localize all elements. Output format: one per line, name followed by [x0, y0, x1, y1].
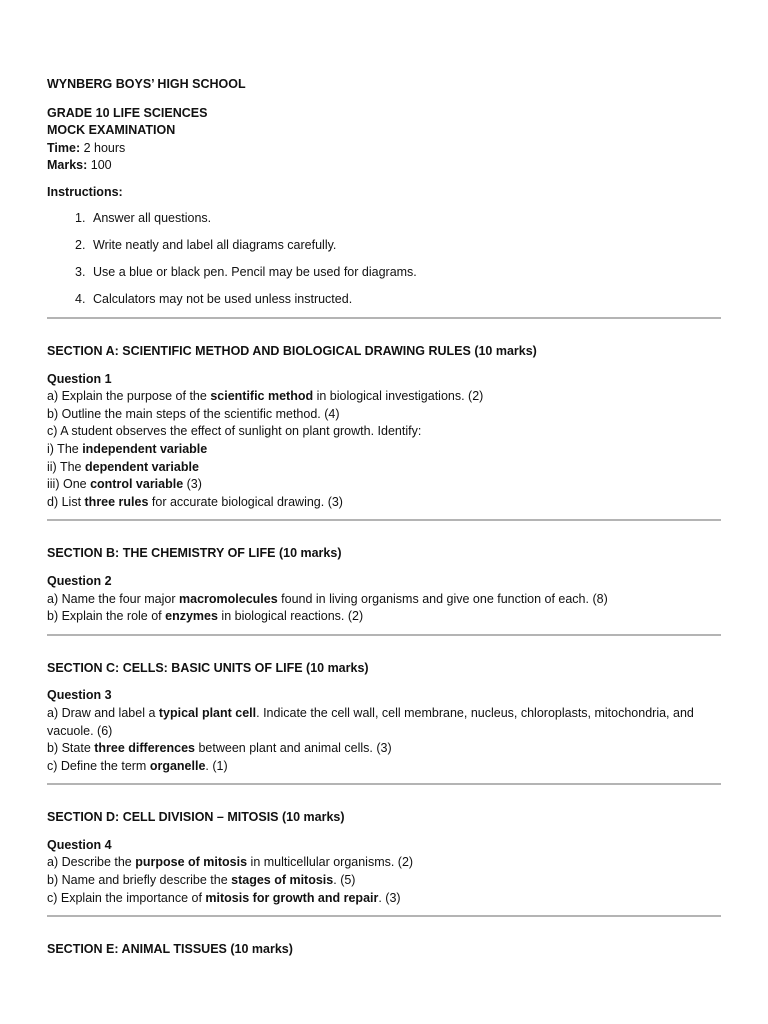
instruction-item [47, 210, 721, 228]
divider [47, 634, 721, 636]
instruction-text: Answer all questions. [93, 210, 212, 225]
section-e [47, 941, 721, 959]
instruction-text: Calculators may not be used unless instructed. [93, 292, 353, 307]
question-line: b) Outline the main steps of the scientific method. (4) [47, 406, 340, 421]
instruction-text: Write neatly and label all diagrams carefully. [93, 237, 337, 252]
question-line: a) Explain the purpose of the scientific method in biological investigations. (2) [47, 389, 484, 404]
section-title: SECTION A: SCIENTIFIC METHOD AND BIOLOGICAL DRAWING RULES (10 marks) [47, 344, 537, 358]
question-line: c) A student observes the effect of sunlight on plant growth. Identify: [47, 424, 422, 439]
school-name: WYNBERG BOYS’ HIGH SCHOOL [47, 77, 246, 91]
question-line: c) Explain the importance of mitosis for growth and repair. (3) [47, 890, 401, 905]
question-line: i) The independent variable [47, 441, 208, 456]
question-line: a) Describe the purpose of mitosis in multicellular organisms. (2) [47, 855, 414, 870]
instruction-number: 2. [75, 237, 86, 252]
section-d [47, 809, 721, 907]
question-line: ii) The dependent variable [47, 459, 199, 474]
instruction-item [47, 264, 721, 282]
question-line: iii) One control variable (3) [47, 477, 202, 492]
question-title: Question 4 [47, 837, 112, 852]
instructions-list [47, 210, 721, 309]
exam-title: MOCK EXAMINATION [47, 123, 176, 138]
section-title: SECTION B: THE CHEMISTRY OF LIFE (10 marks) [47, 546, 342, 561]
question-line: d) List three rules for accurate biological drawing. (3) [47, 494, 343, 509]
marks-value: 100 [87, 158, 112, 173]
exam-header [47, 105, 721, 175]
divider [47, 783, 721, 785]
section-a [47, 343, 721, 511]
marks-line [47, 157, 721, 175]
instruction-item [47, 237, 721, 255]
instruction-number: 1. [75, 210, 86, 225]
divider [47, 915, 721, 917]
grade-title: GRADE 10 LIFE SCIENCES [47, 105, 208, 120]
instruction-number: 4. [75, 292, 86, 307]
divider [47, 317, 721, 319]
time-value: 2 hours [80, 140, 126, 155]
question-line: b) Name and briefly describe the stages of mitosis. (5) [47, 873, 356, 888]
divider [47, 519, 721, 521]
section-b [47, 545, 721, 625]
section-c [47, 660, 721, 776]
time-line [47, 140, 721, 158]
instructions-title: Instructions: [47, 184, 123, 199]
question-line: b) Explain the role of enzymes in biological reactions. (2) [47, 609, 364, 624]
instruction-number: 3. [75, 265, 86, 280]
instruction-text: Use a blue or black pen. Pencil may be used for diagrams. [93, 265, 417, 280]
question-line: a) Draw and label a typical plant cell. Indicate the cell wall, cell membrane, nucleus, chloroplasts, mitochondria, and vacuole. (6) [47, 705, 694, 738]
question-line: c) Define the term organelle. (1) [47, 758, 228, 773]
instruction-item [47, 291, 721, 309]
question-title: Question 2 [47, 573, 112, 588]
marks-label: Marks: [47, 158, 88, 173]
section-title: SECTION C: CELLS: BASIC UNITS OF LIFE (10 marks) [47, 660, 369, 675]
section-title: SECTION D: CELL DIVISION – MITOSIS (10 marks) [47, 810, 345, 825]
question-title: Question 3 [47, 688, 112, 703]
question-line: a) Name the four major macromolecules found in living organisms and give one function of each. (8) [47, 591, 608, 606]
section-title: SECTION E: ANIMAL TISSUES (10 marks) [47, 942, 293, 957]
question-line: b) State three differences between plant and animal cells. (3) [47, 741, 392, 756]
question-title: Question 1 [47, 371, 112, 386]
time-label: Time: [47, 140, 81, 155]
